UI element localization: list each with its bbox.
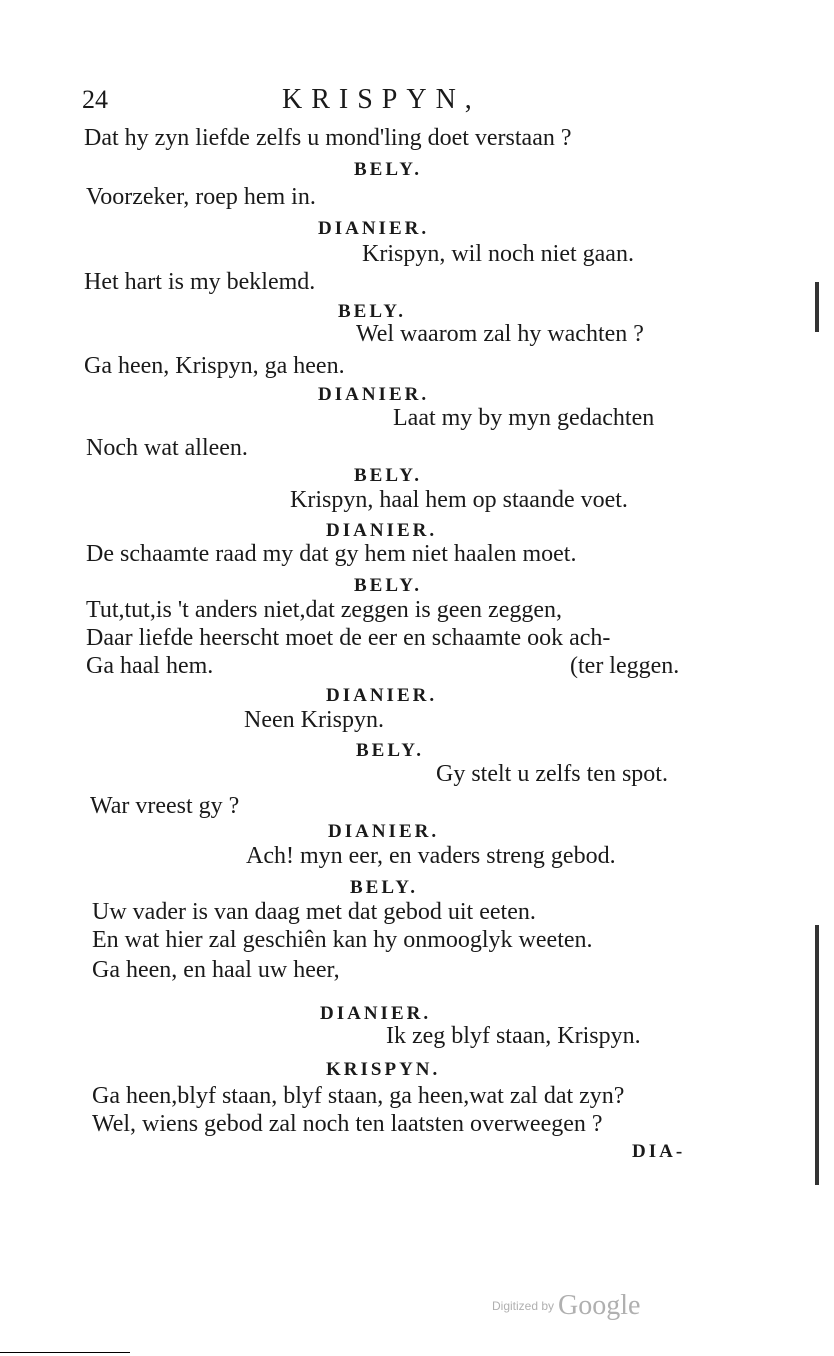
speaker-label: BELY.: [354, 575, 423, 596]
speaker-label: DIANIER.: [318, 218, 430, 239]
verse-line: Ach! myn eer, en vaders streng gebod.: [246, 843, 616, 869]
speaker-label: DIANIER.: [326, 520, 438, 541]
digitized-by-label: Digitized by: [492, 1299, 555, 1313]
speaker-label: DIANIER.: [320, 1003, 432, 1024]
verse-line: Wel waarom zal hy wachten ?: [356, 321, 644, 347]
verse-line: Noch wat alleen.: [86, 435, 248, 461]
verse-line: Krispyn, wil noch niet gaan.: [362, 241, 634, 267]
speaker-label: DIANIER.: [326, 685, 438, 706]
verse-line: Tut,tut,is 't anders niet,dat zeggen is geen zeggen,: [86, 597, 562, 623]
digitized-by-google-watermark: [492, 1290, 640, 1322]
verse-line: Ik zeg blyf staan, Krispyn.: [386, 1023, 641, 1049]
verse-line: Gy stelt u zelfs ten spot.: [436, 761, 668, 787]
verse-line: En wat hier zal geschiên kan hy onmooglyk weeten.: [92, 927, 593, 953]
bottom-rule: [0, 1352, 130, 1353]
running-title: KRISPYN,: [282, 84, 481, 115]
verse-line: Ga heen, en haal uw heer,: [92, 957, 340, 983]
verse-line: Dat hy zyn liefde zelfs u mond'ling doet verstaan ?: [84, 125, 572, 151]
google-logo: Google: [558, 1290, 641, 1321]
speaker-label: DIANIER.: [318, 384, 430, 405]
verse-line: Wel, wiens gebod zal noch ten laatsten overweegen ?: [92, 1111, 603, 1137]
speaker-label: DIANIER.: [328, 821, 440, 842]
verse-line: Krispyn, haal hem op staande voet.: [290, 487, 628, 513]
speaker-label: KRISPYN.: [326, 1059, 441, 1080]
speaker-label: BELY.: [354, 159, 423, 180]
speaker-label: BELY.: [338, 301, 407, 322]
verse-line: Voorzeker, roep hem in.: [86, 184, 316, 210]
verse-line: War vreest gy ?: [90, 793, 240, 819]
page-edge-mark: [815, 282, 819, 332]
speaker-label: BELY.: [350, 877, 419, 898]
speaker-label: BELY.: [354, 465, 423, 486]
page-number: 24: [82, 85, 108, 114]
verse-line: Ga heen,blyf staan, blyf staan, ga heen,wat zal dat zyn?: [92, 1083, 625, 1109]
verse-line: Laat my by myn gedachten: [393, 405, 655, 431]
catchword: DIA-: [632, 1141, 686, 1162]
verse-line: De schaamte raad my dat gy hem niet haalen moet.: [86, 541, 577, 567]
verse-line: Ga heen, Krispyn, ga heen.: [84, 353, 345, 379]
verse-line: Uw vader is van daag met dat gebod uit eeten.: [92, 899, 536, 925]
verse-line: Het hart is my beklemd.: [84, 269, 316, 295]
page-edge-mark: [815, 925, 819, 1185]
verse-line-turnover: (ter leggen.: [570, 653, 680, 679]
speaker-label: BELY.: [356, 740, 425, 761]
verse-line: Neen Krispyn.: [244, 707, 384, 733]
verse-line: Daar liefde heerscht moet de eer en schaamte ook ach-: [86, 625, 611, 651]
verse-line: Ga haal hem.: [86, 653, 214, 679]
